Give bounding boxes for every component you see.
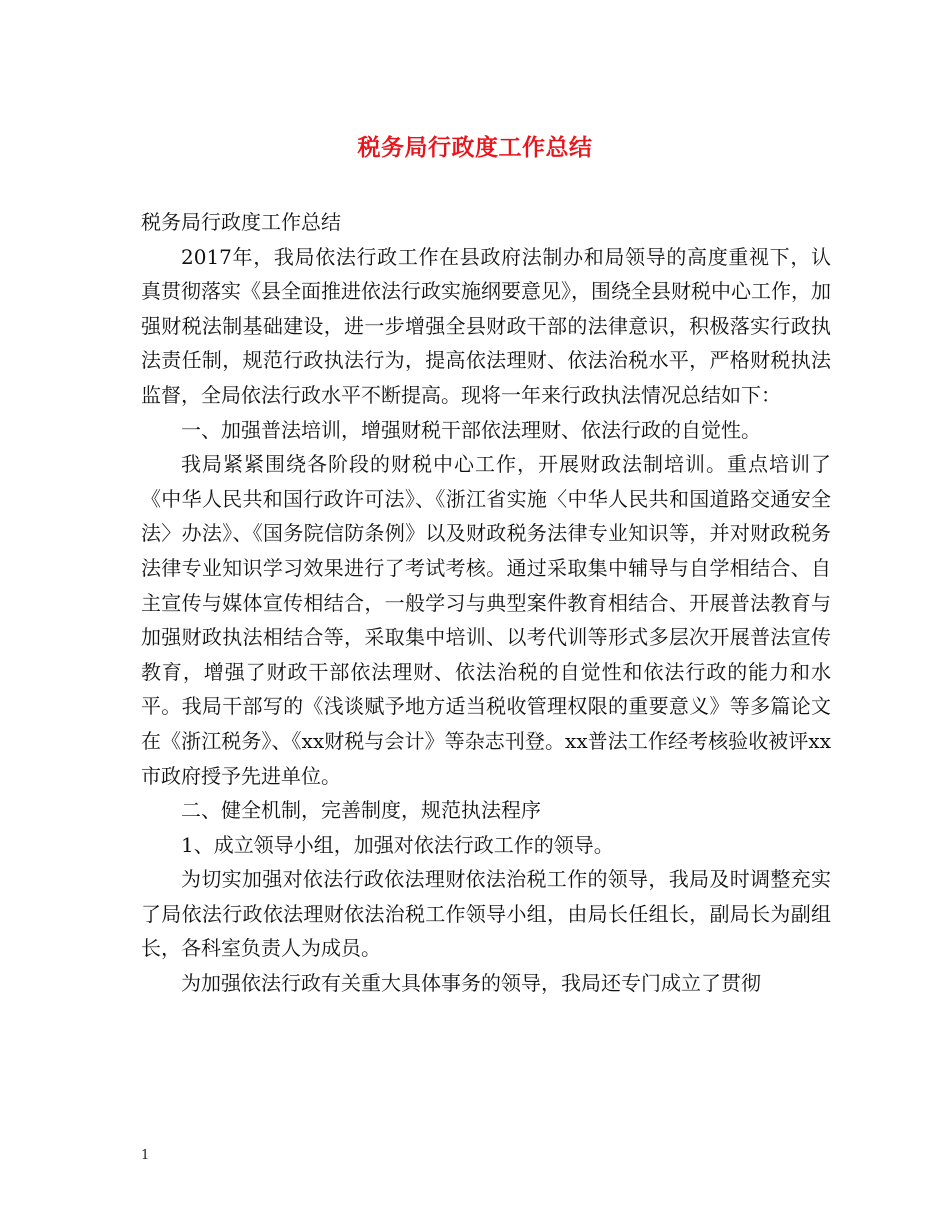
paragraph-intro: 2017年，我局依法行政工作在县政府法制办和局领导的高度重视下，认真贯彻落实《县全面推进依法行政实施纲要意见》，围绕全县财税中心工作，加强财税法制基础建设，进一步增强全县财政干部的法律意识，积极落实行政执法责任制，规范行政执法行为，提高依法理财、依法治税水平，严格财税执法监督，全局依法行政水平不断提高。现将一年来行政执法情况总结如下： bbox=[141, 244, 831, 407]
page-number: 1 bbox=[141, 1148, 150, 1163]
paragraph-continued: 为加强依法行政有关重大具体事务的领导，我局还专门成立了贯彻 bbox=[181, 971, 761, 996]
section-heading-1: 一、加强普法培训，增强财税干部依法理财、依法行政的自觉性。 bbox=[181, 417, 761, 442]
body-subtitle: 税务局行政度工作总结 bbox=[141, 210, 341, 234]
document-title: 税务局行政度工作总结 bbox=[357, 134, 593, 161]
paragraph-leadership: 为切实加强对依法行政依法理财依法治税工作的领导，我局及时调整充实了局依法行政依法理财依法治税工作领导小组，由局长任组长，副局长为副组长，各科室负责人为成员。 bbox=[141, 867, 831, 961]
subsection-heading-1: 1、成立领导小组，加强对依法行政工作的领导。 bbox=[181, 832, 614, 857]
paragraph-training: 我局紧紧围绕各阶段的财税中心工作，开展财政法制培训。重点培训了《中华人民共和国行政许可法》、《浙江省实施〈中华人民共和国道路交通安全法〉办法》、《国务院信防条例》以及财政税务法律专业知识等，并对财政税务法律专业知识学习效果进行了考试考核。通过采取集中辅导与自学相结合、自主宣传与媒体宣传相结合，一般学习与典型案件教育相结合、开展普法教育与加强财政执法相结合等，采取集中培训、以考代训等形式多层次开展普法宣传教育，增强了财政干部依法理财、依法治税的自觉性和依法行政的能力和水平。我局干部写的《浅谈赋予地方适当税收管理权限的重要意义》等多篇论文在《浙江税务》、《xx财税与会计》等杂志刊登。xx普法工作经考核验收被评xx市政府授予先进单位。 bbox=[141, 452, 831, 788]
document-body bbox=[141, 205, 831, 1001]
section-heading-2: 二、健全机制，完善制度，规范执法程序 bbox=[181, 798, 541, 823]
